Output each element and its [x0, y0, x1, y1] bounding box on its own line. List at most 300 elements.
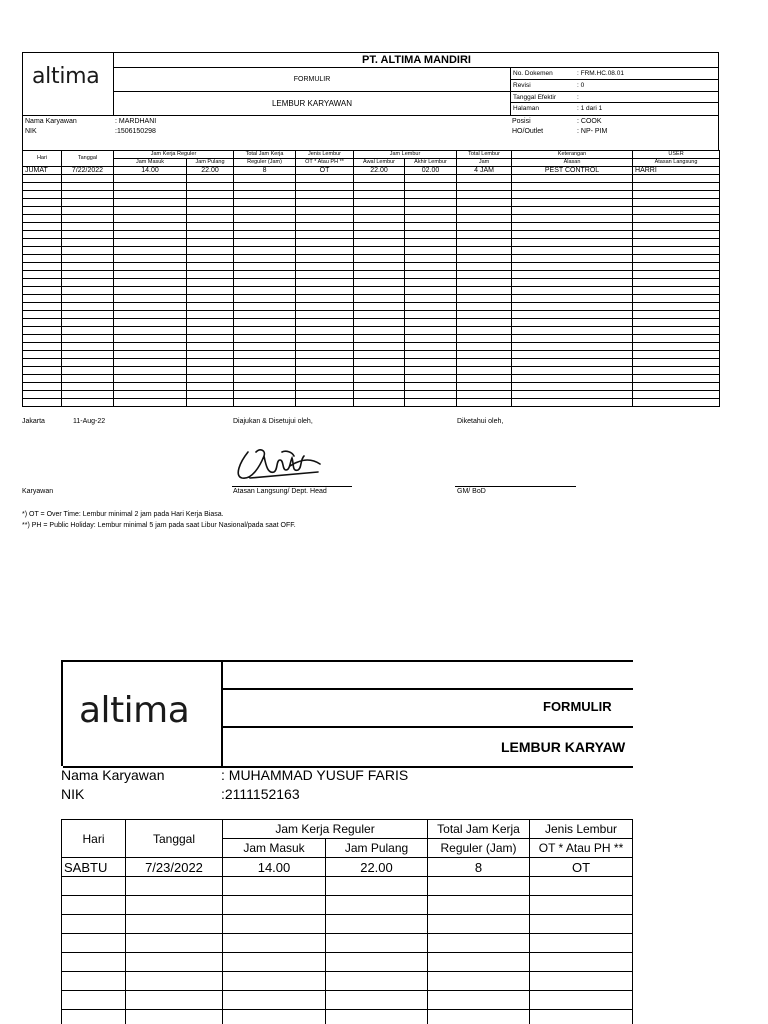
zoomed-nik-value: :2111152163: [221, 786, 300, 802]
empty-cell: [326, 915, 428, 934]
empty-cell: [326, 934, 428, 953]
doc-info-value: :: [577, 93, 579, 101]
empty-row: [62, 991, 633, 1010]
empty-cell: [354, 223, 405, 231]
empty-row: [62, 877, 633, 896]
empty-cell: [23, 335, 62, 343]
empty-cell: [114, 279, 187, 287]
empty-cell: [296, 215, 354, 223]
doc-info-row: [511, 68, 719, 80]
empty-row: [62, 934, 633, 953]
signature-line-supervisor: [232, 486, 352, 487]
empty-cell: [633, 199, 720, 207]
empty-cell: [234, 327, 296, 335]
empty-cell: [296, 175, 354, 183]
empty-cell: [114, 351, 187, 359]
footer-approved-label: Diajukan & Disetujui oleh,: [233, 418, 313, 425]
empty-cell: [354, 327, 405, 335]
empty-cell: [187, 327, 234, 335]
empty-row: [62, 972, 633, 991]
empty-cell: [234, 271, 296, 279]
empty-cell: [405, 319, 457, 327]
empty-cell: [296, 375, 354, 383]
empty-cell: [457, 335, 512, 343]
empty-cell: [457, 319, 512, 327]
empty-cell: [187, 391, 234, 399]
empty-cell: [512, 191, 633, 199]
empty-cell: [530, 1010, 633, 1024]
empty-cell: [62, 319, 114, 327]
table-row: [62, 858, 633, 877]
doc-info-row: [511, 103, 719, 115]
empty-cell: [633, 175, 720, 183]
empty-cell: [234, 279, 296, 287]
empty-cell: [62, 215, 114, 223]
altima-logo: altima: [32, 64, 100, 89]
empty-cell: [187, 255, 234, 263]
cell-tanggal: 7/23/2022: [126, 858, 223, 877]
empty-cell: [223, 953, 326, 972]
empty-cell: [405, 255, 457, 263]
empty-cell: [512, 351, 633, 359]
empty-cell: [187, 279, 234, 287]
empty-cell: [23, 215, 62, 223]
empty-cell: [457, 295, 512, 303]
position-value: : COOK: [577, 118, 602, 125]
empty-row: [23, 215, 720, 223]
footer-karyawan: Karyawan: [22, 488, 54, 495]
empty-cell: [187, 319, 234, 327]
zoomed-name-label: Nama Karyawan: [61, 767, 165, 783]
empty-cell: [234, 191, 296, 199]
empty-cell: [457, 399, 512, 407]
empty-row: [23, 263, 720, 271]
empty-row: [23, 351, 720, 359]
col-ot-ph: OT * Atau PH **: [296, 159, 354, 167]
empty-row: [23, 375, 720, 383]
empty-cell: [326, 877, 428, 896]
empty-cell: [428, 953, 530, 972]
empty-cell: [114, 247, 187, 255]
empty-cell: [633, 391, 720, 399]
doc-info-label: Halaman: [513, 105, 540, 113]
empty-cell: [23, 311, 62, 319]
zoomed-overtime-table: [61, 819, 633, 1024]
col-total-jam-kerja: Total Jam Kerja: [234, 151, 296, 159]
empty-cell: [62, 303, 114, 311]
empty-cell: [62, 239, 114, 247]
empty-row: [23, 247, 720, 255]
empty-cell: [62, 279, 114, 287]
empty-row: [62, 896, 633, 915]
zoomed-col-hari: Hari: [62, 820, 126, 858]
empty-cell: [512, 279, 633, 287]
cell-akhir-lembur: 02.00: [405, 167, 457, 175]
empty-cell: [405, 303, 457, 311]
empty-row: [23, 255, 720, 263]
empty-cell: [114, 319, 187, 327]
empty-cell: [354, 215, 405, 223]
empty-cell: [354, 199, 405, 207]
col-jam-pulang: Jam Pulang: [187, 159, 234, 167]
empty-cell: [633, 319, 720, 327]
empty-cell: [530, 915, 633, 934]
empty-row: [23, 191, 720, 199]
empty-row: [23, 367, 720, 375]
empty-cell: [633, 255, 720, 263]
empty-cell: [296, 399, 354, 407]
empty-cell: [633, 239, 720, 247]
empty-cell: [296, 271, 354, 279]
col-jam-lembur: Jam Lembur: [354, 151, 457, 159]
empty-cell: [354, 295, 405, 303]
empty-cell: [405, 375, 457, 383]
empty-cell: [234, 247, 296, 255]
empty-cell: [326, 953, 428, 972]
zoomed-employee-info: [61, 766, 409, 804]
empty-cell: [223, 896, 326, 915]
doc-info-value: : 1 dari 1: [577, 105, 603, 113]
empty-cell: [633, 383, 720, 391]
footer-city: Jakarta: [22, 418, 45, 425]
empty-cell: [512, 383, 633, 391]
empty-cell: [512, 223, 633, 231]
empty-cell: [62, 271, 114, 279]
empty-cell: [23, 263, 62, 271]
empty-cell: [234, 287, 296, 295]
cell-hari: SABTU: [62, 858, 126, 877]
empty-cell: [23, 287, 62, 295]
empty-cell: [23, 255, 62, 263]
empty-cell: [62, 1010, 126, 1024]
table-subheader-row: [23, 159, 720, 167]
cell-user: HARRI: [633, 167, 720, 175]
empty-rows: [62, 877, 633, 1024]
empty-cell: [234, 199, 296, 207]
position-label: Posisi: [512, 118, 531, 125]
empty-cell: [405, 391, 457, 399]
empty-cell: [234, 295, 296, 303]
form-subtitle: LEMBUR KARYAWAN: [114, 92, 510, 116]
empty-cell: [457, 247, 512, 255]
empty-row: [23, 287, 720, 295]
empty-cell: [457, 287, 512, 295]
empty-cell: [633, 295, 720, 303]
empty-cell: [126, 934, 223, 953]
empty-cell: [234, 351, 296, 359]
cell-total-jam: 8: [428, 858, 530, 877]
empty-cell: [234, 223, 296, 231]
empty-cell: [234, 335, 296, 343]
empty-cell: [62, 231, 114, 239]
col-awal-lembur: Awal Lembur: [354, 159, 405, 167]
empty-cell: [633, 343, 720, 351]
empty-cell: [187, 239, 234, 247]
outlet-row: [512, 127, 608, 137]
empty-cell: [234, 183, 296, 191]
empty-cell: [126, 953, 223, 972]
zoomed-col-jam-kerja-reguler: Jam Kerja Reguler: [223, 820, 428, 839]
empty-cell: [296, 199, 354, 207]
empty-cell: [405, 383, 457, 391]
empty-cell: [633, 263, 720, 271]
doc-info-label: Tanggal Efektir: [513, 93, 556, 101]
signature-image: [230, 442, 330, 486]
empty-cell: [457, 239, 512, 247]
cell-total-jam: 8: [234, 167, 296, 175]
zoomed-form-title: FORMULIR: [543, 699, 612, 714]
empty-cell: [354, 367, 405, 375]
empty-cell: [223, 934, 326, 953]
position-info: [512, 117, 608, 136]
empty-row: [23, 335, 720, 343]
empty-cell: [23, 295, 62, 303]
empty-cell: [405, 183, 457, 191]
empty-row: [23, 383, 720, 391]
document-info: [510, 68, 719, 116]
empty-cell: [428, 1010, 530, 1024]
empty-cell: [457, 375, 512, 383]
zoomed-col-jenis-lembur: Jenis Lembur: [530, 820, 633, 839]
empty-cell: [354, 247, 405, 255]
empty-cell: [187, 367, 234, 375]
empty-cell: [326, 972, 428, 991]
empty-cell: [457, 199, 512, 207]
employee-nik-row: [25, 127, 156, 137]
empty-cell: [512, 231, 633, 239]
empty-cell: [354, 359, 405, 367]
empty-cell: [296, 239, 354, 247]
empty-cell: [114, 263, 187, 271]
empty-cell: [223, 972, 326, 991]
empty-cell: [405, 239, 457, 247]
empty-cell: [530, 972, 633, 991]
overtime-form-zoomed: [61, 660, 633, 1024]
empty-cell: [354, 351, 405, 359]
empty-cell: [114, 231, 187, 239]
empty-cell: [405, 343, 457, 351]
empty-cell: [234, 303, 296, 311]
empty-cell: [354, 191, 405, 199]
empty-row: [23, 359, 720, 367]
empty-cell: [354, 183, 405, 191]
empty-cell: [405, 359, 457, 367]
empty-cell: [428, 934, 530, 953]
empty-cell: [405, 199, 457, 207]
empty-cell: [62, 383, 114, 391]
empty-cell: [512, 175, 633, 183]
empty-cell: [457, 271, 512, 279]
signature-line-gm: [455, 486, 576, 487]
empty-cell: [512, 183, 633, 191]
cell-total-lembur: 4 JAM: [457, 167, 512, 175]
empty-cell: [234, 175, 296, 183]
empty-cell: [62, 255, 114, 263]
col-jenis-lembur: Jenis Lembur: [296, 151, 354, 159]
empty-cell: [187, 359, 234, 367]
empty-cell: [457, 231, 512, 239]
empty-cell: [354, 207, 405, 215]
employee-info: [25, 117, 157, 136]
empty-cell: [114, 255, 187, 263]
empty-cell: [296, 295, 354, 303]
empty-cell: [223, 915, 326, 934]
empty-cell: [114, 199, 187, 207]
col-total-lembur: Total Lembur: [457, 151, 512, 159]
empty-cell: [187, 231, 234, 239]
employee-nik-value: :1506150298: [115, 127, 156, 135]
empty-cell: [405, 295, 457, 303]
form-title: FORMULIR: [114, 68, 510, 92]
col-user: USER: [633, 151, 720, 159]
form-header: [22, 52, 719, 150]
empty-cell: [530, 877, 633, 896]
zoomed-nik-row: [61, 785, 300, 804]
empty-row: [23, 295, 720, 303]
empty-cell: [114, 375, 187, 383]
empty-cell: [512, 239, 633, 247]
empty-cell: [457, 215, 512, 223]
footnote-ot: *) OT = Over Time: Lembur minimal 2 jam pada Hari Kerja Biasa.: [22, 511, 224, 518]
empty-cell: [354, 399, 405, 407]
empty-cell: [62, 877, 126, 896]
empty-cell: [234, 319, 296, 327]
empty-cell: [512, 311, 633, 319]
empty-row: [23, 391, 720, 399]
empty-cell: [114, 359, 187, 367]
empty-cell: [23, 247, 62, 255]
zoomed-name-value: : MUHAMMAD YUSUF FARIS: [221, 767, 409, 783]
empty-cell: [354, 263, 405, 271]
empty-cell: [296, 311, 354, 319]
empty-cell: [296, 383, 354, 391]
empty-cell: [23, 367, 62, 375]
zoomed-header: [61, 660, 633, 766]
empty-cell: [354, 335, 405, 343]
empty-rows: [23, 175, 720, 407]
empty-cell: [512, 287, 633, 295]
empty-cell: [512, 295, 633, 303]
doc-info-label: Revisi: [513, 81, 531, 89]
empty-cell: [223, 991, 326, 1010]
empty-cell: [234, 367, 296, 375]
empty-cell: [512, 375, 633, 383]
empty-cell: [512, 399, 633, 407]
empty-row: [23, 183, 720, 191]
empty-cell: [457, 223, 512, 231]
empty-cell: [23, 351, 62, 359]
empty-cell: [62, 391, 114, 399]
empty-cell: [234, 255, 296, 263]
empty-cell: [354, 391, 405, 399]
empty-cell: [62, 263, 114, 271]
empty-cell: [405, 263, 457, 271]
empty-cell: [114, 287, 187, 295]
empty-cell: [457, 311, 512, 319]
empty-cell: [457, 207, 512, 215]
empty-cell: [114, 183, 187, 191]
empty-cell: [296, 343, 354, 351]
empty-cell: [457, 367, 512, 375]
empty-cell: [187, 207, 234, 215]
empty-cell: [512, 343, 633, 351]
empty-cell: [223, 877, 326, 896]
empty-row: [23, 175, 720, 183]
empty-cell: [512, 199, 633, 207]
empty-cell: [354, 255, 405, 263]
zoomed-logo-cell: [63, 662, 223, 768]
empty-cell: [62, 311, 114, 319]
empty-cell: [126, 1010, 223, 1024]
empty-cell: [326, 896, 428, 915]
empty-cell: [296, 183, 354, 191]
empty-cell: [187, 223, 234, 231]
empty-cell: [512, 271, 633, 279]
empty-cell: [187, 263, 234, 271]
empty-cell: [187, 199, 234, 207]
empty-cell: [23, 191, 62, 199]
empty-cell: [512, 391, 633, 399]
empty-row: [62, 1010, 633, 1024]
empty-cell: [512, 335, 633, 343]
empty-cell: [457, 183, 512, 191]
empty-cell: [62, 915, 126, 934]
altima-logo: altima: [79, 690, 190, 731]
empty-cell: [126, 972, 223, 991]
empty-cell: [633, 359, 720, 367]
empty-cell: [114, 191, 187, 199]
divider: [223, 688, 633, 690]
empty-cell: [326, 991, 428, 1010]
empty-cell: [296, 279, 354, 287]
empty-cell: [62, 335, 114, 343]
empty-cell: [234, 375, 296, 383]
empty-row: [23, 271, 720, 279]
empty-cell: [457, 303, 512, 311]
empty-cell: [114, 327, 187, 335]
empty-row: [23, 199, 720, 207]
empty-cell: [114, 383, 187, 391]
divider: [223, 726, 633, 728]
empty-cell: [296, 287, 354, 295]
empty-cell: [354, 271, 405, 279]
col-akhir-lembur: Akhir Lembur: [405, 159, 457, 167]
empty-cell: [457, 383, 512, 391]
empty-cell: [354, 279, 405, 287]
col-jam-kerja-reguler: Jam Kerja Reguler: [114, 151, 234, 159]
empty-cell: [187, 287, 234, 295]
empty-cell: [457, 263, 512, 271]
empty-cell: [62, 367, 114, 375]
empty-cell: [62, 399, 114, 407]
empty-cell: [326, 1010, 428, 1024]
empty-cell: [62, 953, 126, 972]
empty-cell: [512, 327, 633, 335]
empty-row: [23, 311, 720, 319]
empty-cell: [354, 375, 405, 383]
zoomed-col-total-jam-kerja: Total Jam Kerja: [428, 820, 530, 839]
empty-cell: [23, 207, 62, 215]
empty-cell: [114, 343, 187, 351]
empty-cell: [23, 399, 62, 407]
empty-cell: [234, 359, 296, 367]
empty-cell: [296, 359, 354, 367]
empty-cell: [457, 391, 512, 399]
empty-cell: [354, 383, 405, 391]
empty-cell: [296, 255, 354, 263]
empty-cell: [62, 207, 114, 215]
empty-cell: [296, 351, 354, 359]
